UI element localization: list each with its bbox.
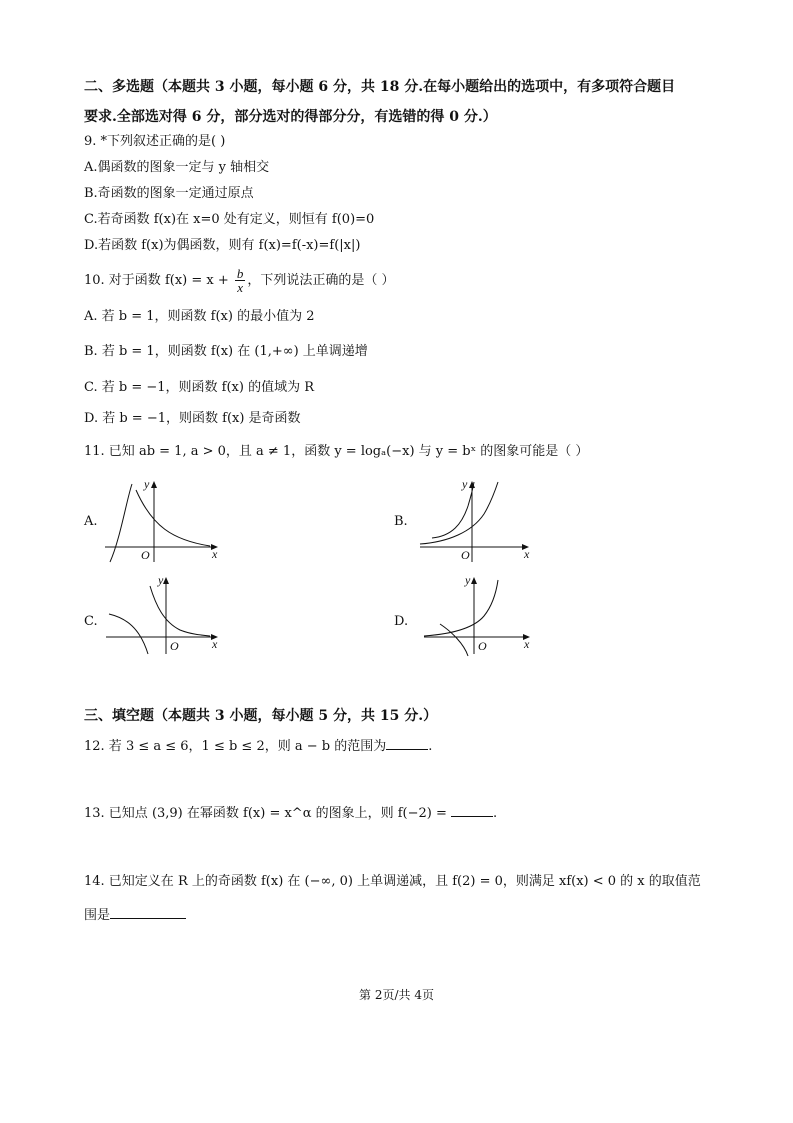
curve-exp (150, 586, 210, 636)
q11-graph-a (100, 476, 225, 566)
y-axis-arrow (471, 577, 477, 584)
q10-option-a: A. 若 b = 1，则函数 f(x) 的最小值为 2 (84, 309, 315, 324)
origin-label: O (170, 639, 179, 653)
q11-graph-d (422, 572, 542, 662)
q14-line2 (84, 906, 186, 925)
q9-option-b: B.奇函数的图象一定通过原点 (84, 186, 254, 201)
x-axis-label: x (524, 547, 530, 561)
origin-label: O (478, 639, 487, 653)
curve-log (110, 484, 132, 562)
x-axis-label: x (524, 637, 530, 651)
origin-label: O (141, 548, 150, 562)
y-axis-label: y (462, 477, 468, 491)
q12-stem-pre: 12. 若 3 ≤ a ≤ 6，1 ≤ b ≤ 2，则 a − b 的范围为 (84, 739, 387, 754)
q11-graph-c (104, 572, 229, 662)
q13-stem-pre: 13. 已知点 (3,9) 在幂函数 f(x) = x^α 的图象上，则 f(−2) = (84, 806, 452, 821)
curve-exp (420, 482, 498, 544)
y-axis-label: y (465, 573, 471, 587)
y-axis-label: y (144, 477, 150, 491)
q12-stem (84, 737, 432, 756)
section2-heading-line1: 二、多选题（本题共 3 小题，每小题 6 分，共 18 分.在每小题给出的选项中，有多项符合题目 (84, 79, 676, 95)
x-axis-label: x (212, 547, 218, 561)
q12-answer-blank[interactable] (386, 737, 428, 750)
q14-answer-blank[interactable] (110, 906, 186, 919)
page-number: 第 2页/共 4页 (359, 988, 434, 1002)
q13-stem (84, 804, 497, 823)
section2-heading-line2: 要求.全部选对得 6 分，部分选对的得部分分，有选错的得 0 分.） (84, 109, 497, 125)
q11-graph-c-label: C. (84, 614, 98, 629)
q9-option-a: A.偶函数的图象一定与 y 轴相交 (84, 160, 270, 175)
q13-stem-post: . (493, 806, 498, 821)
q11-graph-d-label: D. (394, 614, 409, 629)
x-axis-label: x (212, 637, 218, 651)
q9-option-c: C.若奇函数 f(x)在 x=0 处有定义，则恒有 f(0)=0 (84, 212, 375, 227)
curve-exp (424, 580, 498, 636)
q14-line2-pre: 围是 (84, 908, 111, 923)
q10-stem (84, 266, 395, 296)
q10-option-c: C. 若 b = −1，则函数 f(x) 的值域为 R (84, 380, 314, 395)
q10-fraction-denominator: x (237, 280, 244, 295)
q10-fraction (235, 267, 246, 294)
q11-graph-b-label: B. (394, 514, 408, 529)
q10-stem-post: ，下列说法正确的是（ ） (247, 273, 395, 288)
q11-graph-a-label: A. (84, 514, 98, 529)
q12-stem-post: . (428, 739, 433, 754)
q11-stem: 11. 已知 ab = 1, a > 0，且 a ≠ 1，函数 y = logₐ(−x) 与 y = bˣ 的图象可能是（ ） (84, 444, 589, 459)
curve-exp (136, 490, 210, 546)
q9-stem: 9. *下列叙述正确的是( ) (84, 134, 226, 149)
q13-answer-blank[interactable] (451, 804, 493, 817)
q11-graph-b (418, 476, 538, 566)
y-axis-arrow (151, 481, 157, 488)
y-axis-label: y (158, 573, 164, 587)
q10-option-b: B. 若 b = 1，则函数 f(x) 在 (1,+∞) 上单调递增 (84, 344, 368, 359)
q10-option-d: D. 若 b = −1，则函数 f(x) 是奇函数 (84, 411, 301, 426)
q10-fraction-numerator: b (236, 266, 244, 281)
q10-stem-pre: 10. 对于函数 f(x) = x + (84, 273, 233, 288)
y-axis-arrow (163, 577, 169, 584)
curve-log (109, 614, 148, 654)
section3-heading: 三、填空题（本题共 3 小题，每小题 5 分，共 15 分.） (84, 708, 438, 724)
origin-label: O (461, 548, 470, 562)
q9-option-d: D.若函数 f(x)为偶函数，则有 f(x)=f(-x)=f(|x|) (84, 238, 361, 253)
q14-line1: 14. 已知定义在 R 上的奇函数 f(x) 在 (−∞, 0) 上单调递减，且 f(2) = 0，则满足 xf(x) < 0 的 x 的取值范 (84, 874, 701, 889)
